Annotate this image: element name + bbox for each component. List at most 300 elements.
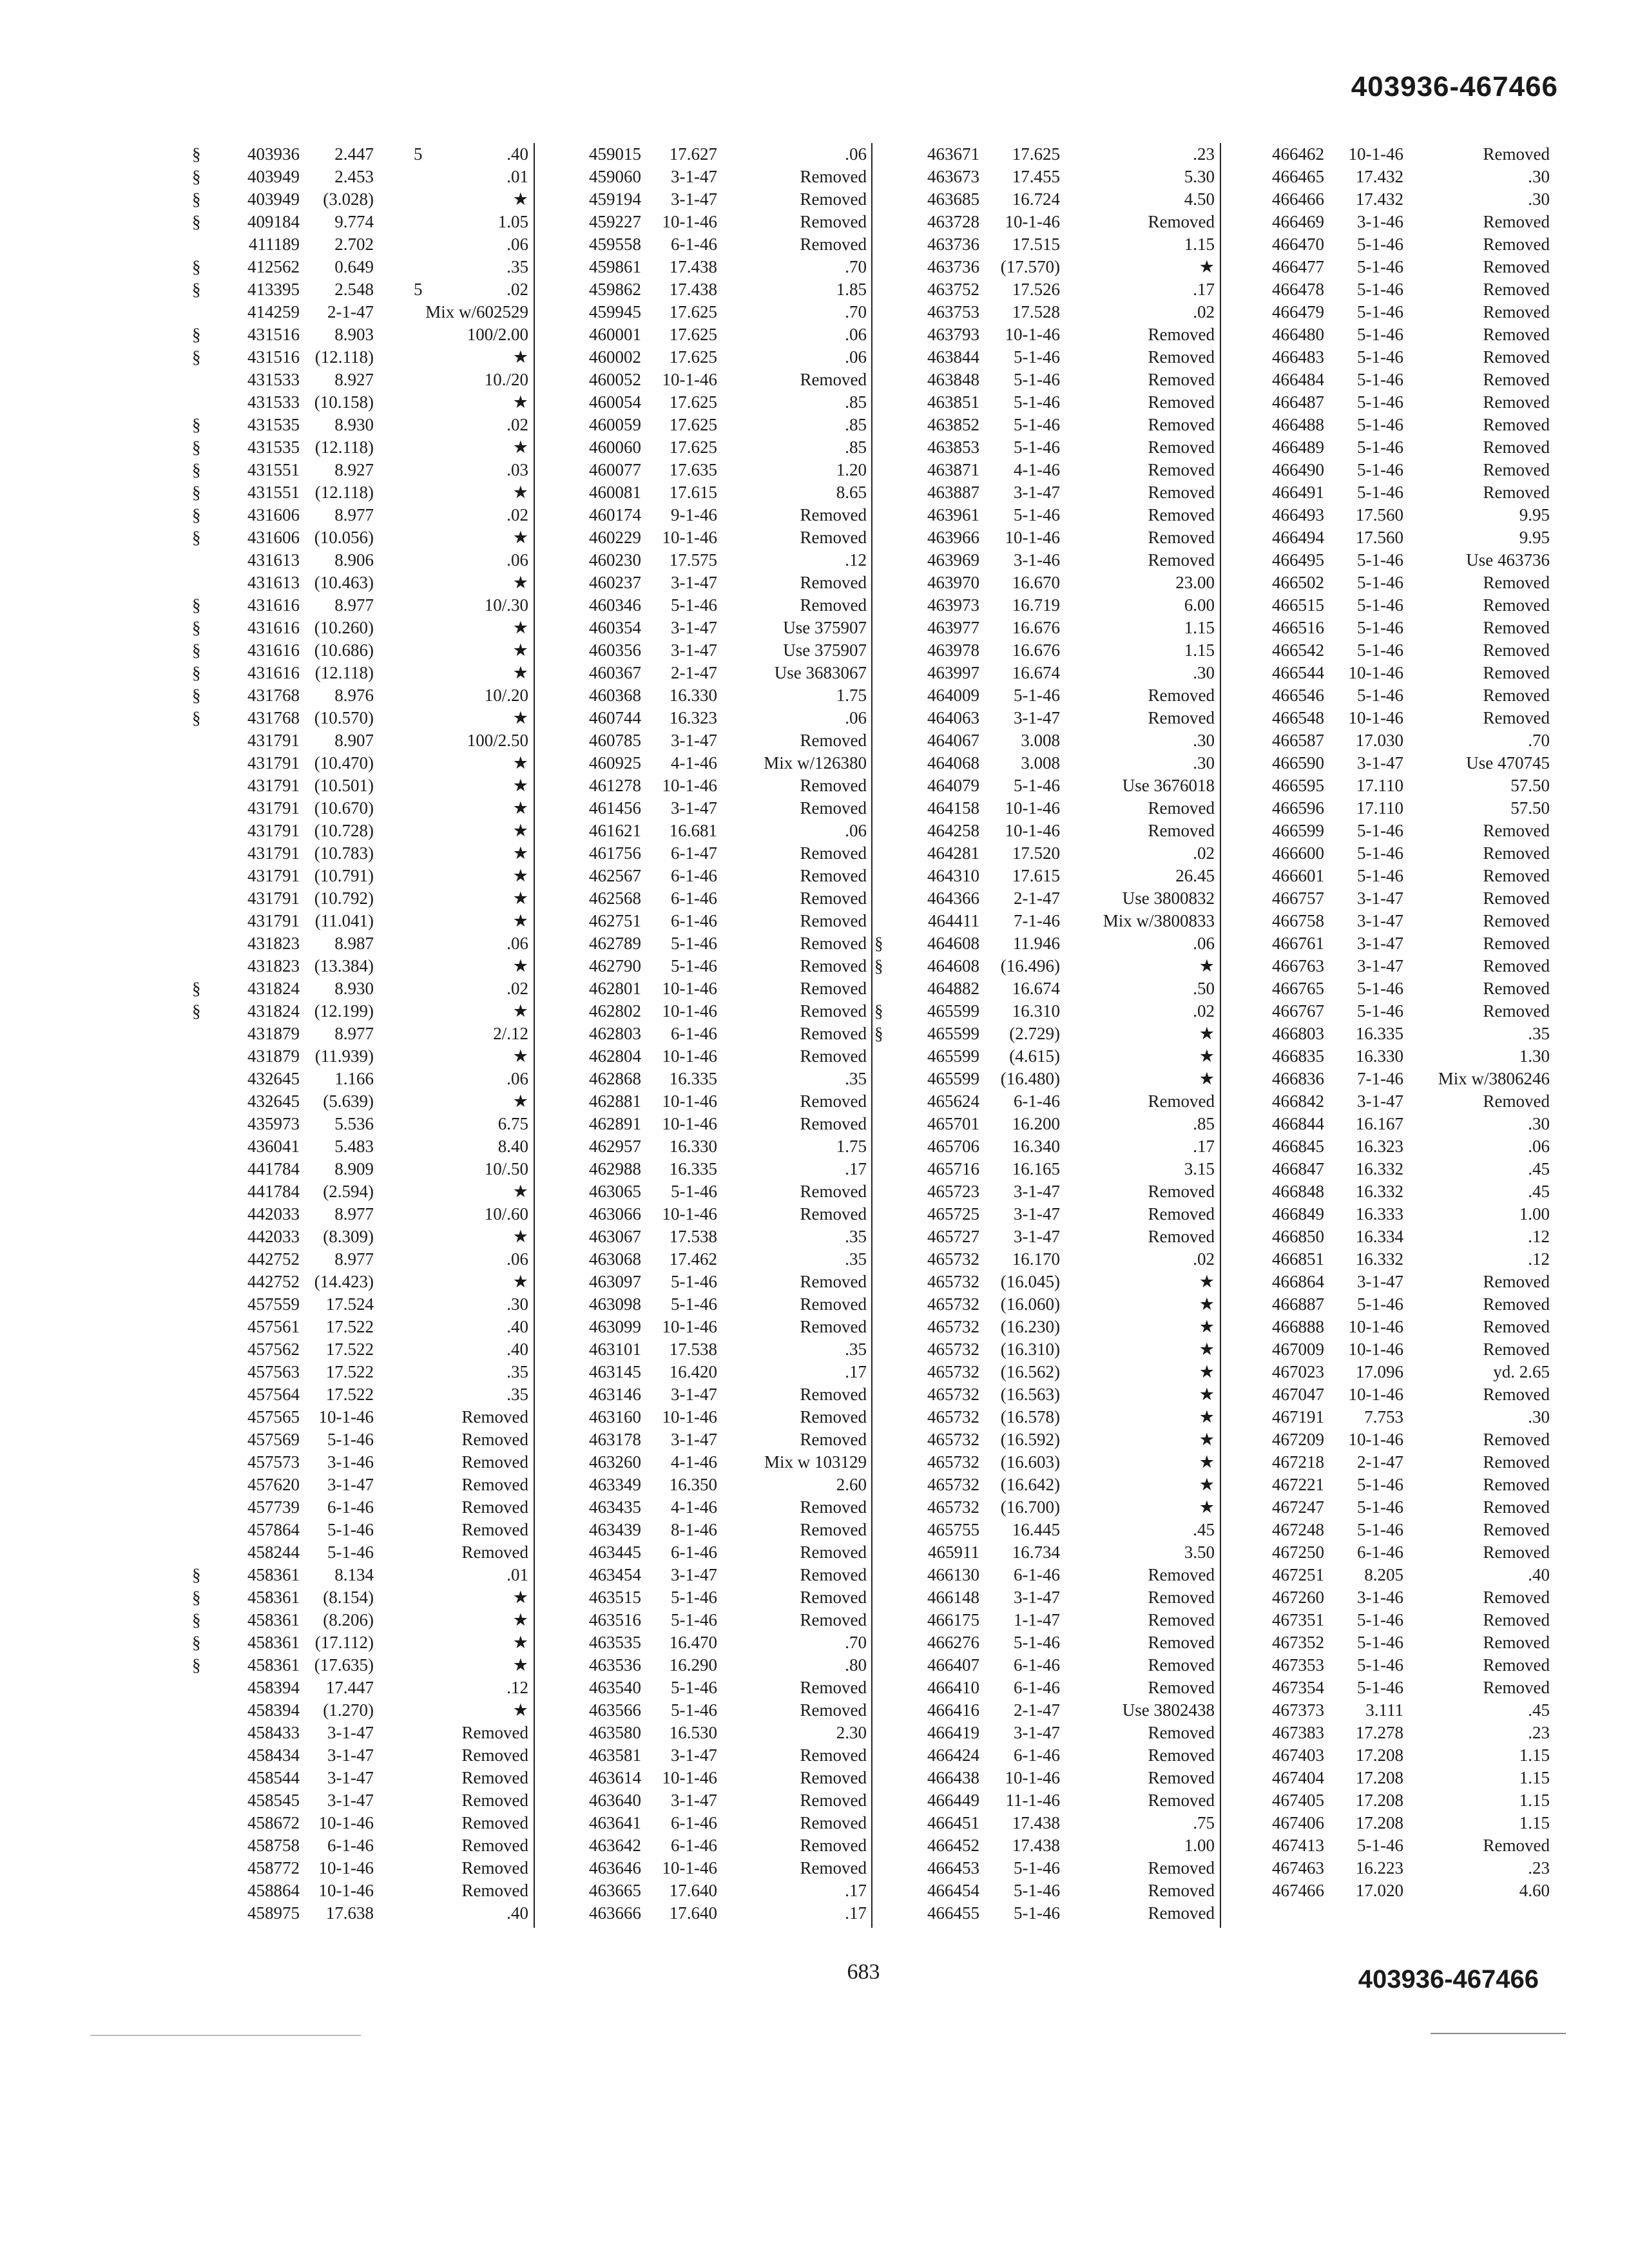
effective-date: 16.676 xyxy=(1012,618,1060,637)
table-row xyxy=(1228,549,1550,572)
table-row xyxy=(880,1068,1215,1090)
table-row xyxy=(545,143,867,166)
table-row xyxy=(545,1090,867,1113)
price-value: ★ xyxy=(1199,956,1215,975)
part-number: 466847 xyxy=(1272,1159,1324,1178)
effective-date: 5-1-46 xyxy=(1357,821,1403,840)
table-row xyxy=(545,436,867,459)
effective-date: 5-1-46 xyxy=(1357,640,1403,660)
part-number: 465624 xyxy=(927,1091,979,1111)
price-value: Mix w/3806246 xyxy=(1438,1069,1550,1088)
effective-date: 16.310 xyxy=(1012,1001,1060,1021)
effective-date: 5-1-46 xyxy=(1014,1903,1060,1923)
part-number: 466516 xyxy=(1272,618,1324,637)
effective-date: 8.906 xyxy=(334,550,374,570)
price-value: .06 xyxy=(506,934,528,953)
table-row xyxy=(187,1541,528,1564)
table-row xyxy=(1228,774,1550,797)
table-row xyxy=(880,1113,1215,1135)
table-row xyxy=(545,1879,867,1902)
table-row xyxy=(1228,233,1550,256)
price-value: Removed xyxy=(800,979,867,998)
effective-date: (12.118) xyxy=(314,347,374,367)
effective-date: 6-1-46 xyxy=(671,1813,717,1832)
price-value: .45 xyxy=(1528,1159,1550,1178)
effective-date: 5-1-46 xyxy=(1014,415,1060,434)
price-value: Removed xyxy=(1148,686,1215,705)
price-value: Removed xyxy=(800,573,867,592)
price-value: ★ xyxy=(1199,1475,1215,1494)
table-row xyxy=(545,1631,867,1654)
effective-date: 17.625 xyxy=(669,302,717,322)
part-number: 462802 xyxy=(589,1001,641,1021)
effective-date: 17.110 xyxy=(1356,798,1403,818)
table-row xyxy=(545,166,867,188)
table-row xyxy=(880,143,1215,166)
table-row xyxy=(545,1789,867,1812)
table-row xyxy=(545,1338,867,1361)
table-row xyxy=(187,1902,528,1925)
effective-date: 8-1-46 xyxy=(671,1520,717,1539)
table-row xyxy=(1228,955,1550,977)
section-mark: § xyxy=(192,144,201,164)
section-mark: § xyxy=(192,640,201,660)
effective-date: 10-1-46 xyxy=(662,1091,717,1111)
price-value: .06 xyxy=(845,325,867,344)
table-row xyxy=(545,820,867,842)
effective-date: (5.639) xyxy=(323,1091,374,1111)
price-value: Removed xyxy=(1148,483,1215,502)
effective-date: 16.332 xyxy=(1355,1182,1403,1201)
price-value: Removed xyxy=(1148,1903,1215,1923)
effective-date: 5-1-46 xyxy=(1357,979,1403,998)
table-row xyxy=(187,256,528,278)
table-row xyxy=(1228,1158,1550,1180)
part-number: 466479 xyxy=(1272,302,1324,322)
effective-date: 5-1-46 xyxy=(671,1272,717,1291)
price-value: Removed xyxy=(1483,618,1550,637)
price-value: Removed xyxy=(800,1610,867,1629)
price-value: Removed xyxy=(1483,889,1550,908)
table-row xyxy=(1228,797,1550,820)
effective-date: 10-1-46 xyxy=(1348,1340,1403,1359)
section-mark: § xyxy=(192,505,201,524)
price-value: Removed xyxy=(461,1520,528,1539)
table-row xyxy=(880,977,1215,1000)
part-number: 467218 xyxy=(1272,1452,1324,1472)
effective-date: 3-1-46 xyxy=(1357,212,1403,231)
section-mark: § xyxy=(192,708,201,727)
effective-date: 17.615 xyxy=(1012,866,1060,885)
part-number: 466416 xyxy=(927,1700,979,1720)
price-value: Mix w/602529 xyxy=(425,302,528,322)
part-number: 431879 xyxy=(247,1046,300,1066)
part-number: 462957 xyxy=(589,1137,641,1156)
price-value: ★ xyxy=(1199,1430,1215,1449)
table-row xyxy=(1228,414,1550,436)
part-number: 436041 xyxy=(247,1137,300,1156)
price-value: Removed xyxy=(1483,370,1550,389)
price-value: .70 xyxy=(845,302,867,322)
table-row xyxy=(1228,617,1550,639)
effective-date: 16.290 xyxy=(669,1655,717,1675)
part-number: 458544 xyxy=(247,1768,300,1787)
price-value: 26.45 xyxy=(1175,866,1215,885)
price-value: .02 xyxy=(506,979,528,998)
price-value: Mix w/126380 xyxy=(764,753,867,773)
part-number: 466845 xyxy=(1272,1137,1324,1156)
part-number: 460356 xyxy=(589,640,641,660)
table-row xyxy=(545,1541,867,1564)
part-number: 431606 xyxy=(247,505,300,524)
table-row xyxy=(880,1135,1215,1158)
effective-date: (16.496) xyxy=(1000,956,1060,975)
price-value: Removed xyxy=(800,1678,867,1697)
part-number: 466488 xyxy=(1272,415,1324,434)
table-row xyxy=(880,1203,1215,1225)
effective-date: 10-1-46 xyxy=(1005,1768,1060,1787)
table-row xyxy=(880,1406,1215,1428)
effective-date: (12.118) xyxy=(314,437,374,457)
price-value: Removed xyxy=(1483,144,1550,164)
price-value: Removed xyxy=(1148,347,1215,367)
effective-date: 3-1-47 xyxy=(327,1768,374,1787)
part-number: 466455 xyxy=(927,1903,979,1923)
effective-date: 16.350 xyxy=(669,1475,717,1494)
part-number: 466175 xyxy=(927,1610,979,1629)
price-value: 10/.60 xyxy=(484,1204,528,1224)
part-number: 457864 xyxy=(247,1520,300,1539)
table-row xyxy=(880,1474,1215,1496)
part-number: 466483 xyxy=(1272,347,1324,367)
table-row xyxy=(880,1699,1215,1722)
table-row xyxy=(1228,1879,1550,1902)
price-value: Removed xyxy=(1483,1340,1550,1359)
table-row xyxy=(1228,1631,1550,1654)
part-number: 466842 xyxy=(1272,1091,1324,1111)
effective-date: 8.903 xyxy=(334,325,374,344)
price-value: Removed xyxy=(1148,370,1215,389)
part-number: 463614 xyxy=(589,1768,641,1787)
table-row xyxy=(545,188,867,211)
table-row xyxy=(187,1496,528,1519)
effective-date: 6-1-46 xyxy=(671,235,717,254)
table-row xyxy=(545,1564,867,1586)
price-value: ★ xyxy=(512,1091,528,1111)
table-row xyxy=(187,1428,528,1451)
part-number: 466469 xyxy=(1272,212,1324,231)
price-value: .02 xyxy=(1193,302,1215,322)
table-row xyxy=(187,1519,528,1541)
effective-date: 16.470 xyxy=(669,1633,717,1652)
effective-date: (16.642) xyxy=(1000,1475,1060,1494)
table-row xyxy=(187,707,528,729)
price-value: Removed xyxy=(1483,934,1550,953)
quantity-flag: 5 xyxy=(414,144,423,164)
price-value: 1.15 xyxy=(1519,1813,1550,1832)
part-number: 458394 xyxy=(247,1700,300,1720)
part-number: 463848 xyxy=(927,370,979,389)
table-row xyxy=(1228,1586,1550,1609)
table-row xyxy=(545,662,867,684)
price-value: 1.15 xyxy=(1519,1745,1550,1765)
table-row xyxy=(187,166,528,188)
price-value: Use 375907 xyxy=(783,618,867,637)
part-number: 460060 xyxy=(589,437,641,457)
effective-date: 17.528 xyxy=(1012,302,1060,322)
price-value: ★ xyxy=(1199,1340,1215,1359)
part-number: 463640 xyxy=(589,1791,641,1810)
footer-rule xyxy=(90,2035,361,2036)
price-value: Removed xyxy=(1148,1768,1215,1787)
price-value: Removed xyxy=(1483,415,1550,434)
part-number: 463146 xyxy=(589,1385,641,1404)
price-value: 2/.12 xyxy=(493,1024,528,1043)
part-number: 463871 xyxy=(927,460,979,479)
effective-date: 17.208 xyxy=(1355,1745,1403,1765)
part-number: 457559 xyxy=(247,1294,300,1314)
part-number: 464063 xyxy=(927,708,979,727)
price-value: .01 xyxy=(506,167,528,186)
effective-date: 3-1-47 xyxy=(1014,708,1060,727)
effective-date: 3-1-47 xyxy=(1014,483,1060,502)
part-number: 465716 xyxy=(927,1159,979,1178)
table-row xyxy=(187,1609,528,1631)
table-row xyxy=(1228,188,1550,211)
effective-date: 3-1-47 xyxy=(327,1745,374,1765)
table-row xyxy=(545,1767,867,1789)
effective-date: 6-1-47 xyxy=(671,843,717,863)
effective-date: 17.524 xyxy=(325,1294,374,1314)
effective-date: (10.158) xyxy=(314,392,374,412)
table-row xyxy=(880,1090,1215,1113)
part-number: 465599 xyxy=(927,1069,979,1088)
price-value: .17 xyxy=(845,1159,867,1178)
price-value: Removed xyxy=(461,1813,528,1832)
price-value: .06 xyxy=(845,144,867,164)
price-value: Removed xyxy=(800,911,867,930)
price-value: Removed xyxy=(461,1745,528,1765)
part-number: 463439 xyxy=(589,1520,641,1539)
price-value: 5.30 xyxy=(1184,167,1215,186)
effective-date: 5-1-46 xyxy=(1357,618,1403,637)
price-column-2 xyxy=(545,143,867,1925)
table-row xyxy=(1228,346,1550,369)
effective-date: 5-1-46 xyxy=(1357,1678,1403,1697)
part-number: 431606 xyxy=(247,528,300,547)
table-row xyxy=(1228,143,1550,166)
table-row xyxy=(187,1767,528,1789)
effective-date: 16.333 xyxy=(1355,1204,1403,1224)
table-row xyxy=(187,1834,528,1857)
part-number: 465755 xyxy=(927,1520,979,1539)
part-number: 409184 xyxy=(247,212,300,231)
table-row xyxy=(1228,1857,1550,1879)
price-value: ★ xyxy=(1199,257,1215,276)
price-value: Removed xyxy=(461,1858,528,1878)
price-value: ★ xyxy=(1199,1362,1215,1381)
table-row xyxy=(874,1023,1215,1045)
effective-date: 4-1-46 xyxy=(1014,460,1060,479)
price-value: .02 xyxy=(1193,1001,1215,1021)
part-number: 466410 xyxy=(927,1678,979,1697)
table-row xyxy=(880,1225,1215,1248)
effective-date: 17.625 xyxy=(669,347,717,367)
price-value: .40 xyxy=(506,1340,528,1359)
price-value: Removed xyxy=(1148,528,1215,547)
table-row xyxy=(545,256,867,278)
table-row xyxy=(187,526,528,549)
effective-date: 16.330 xyxy=(669,686,717,705)
price-value: Removed xyxy=(1148,1204,1215,1224)
part-number: 460174 xyxy=(589,505,641,524)
price-value: .45 xyxy=(1528,1182,1550,1201)
effective-date: 8.907 xyxy=(334,731,374,750)
price-value: .12 xyxy=(506,1678,528,1697)
part-number: 458361 xyxy=(247,1565,300,1584)
price-value: .30 xyxy=(1528,1114,1550,1133)
price-value: .02 xyxy=(506,505,528,524)
effective-date: 10-1-46 xyxy=(662,1407,717,1427)
part-number: 431551 xyxy=(247,460,300,479)
part-number: 466765 xyxy=(1272,979,1324,998)
effective-date: (3.028) xyxy=(323,189,374,209)
part-number: 431791 xyxy=(247,776,300,795)
part-number: 462801 xyxy=(589,979,641,998)
price-value: ★ xyxy=(1199,1046,1215,1066)
part-number: 464608 xyxy=(927,934,979,953)
part-number: 466587 xyxy=(1272,731,1324,750)
effective-date: 5-1-46 xyxy=(671,1182,717,1201)
table-row xyxy=(545,1699,867,1722)
effective-date: (10.570) xyxy=(314,708,374,727)
part-number: 459945 xyxy=(589,302,641,322)
effective-date: 5-1-46 xyxy=(671,1678,717,1697)
effective-date: 5-1-46 xyxy=(1357,1610,1403,1629)
effective-date: (10.686) xyxy=(314,640,374,660)
section-mark: § xyxy=(192,528,201,547)
effective-date: 3-1-46 xyxy=(1357,1588,1403,1607)
table-row xyxy=(1228,572,1550,594)
table-row xyxy=(880,752,1215,774)
part-number: 435973 xyxy=(247,1114,300,1133)
effective-date: 16.167 xyxy=(1355,1114,1403,1133)
part-number: 465732 xyxy=(927,1407,979,1427)
table-row xyxy=(880,1857,1215,1879)
table-row xyxy=(880,459,1215,481)
price-value: yd. 2.65 xyxy=(1493,1362,1550,1381)
price-value: Use 470745 xyxy=(1466,753,1550,773)
effective-date: 3-1-47 xyxy=(1014,1723,1060,1742)
effective-date: 10-1-46 xyxy=(1348,708,1403,727)
table-row xyxy=(187,1474,528,1496)
part-number: 431535 xyxy=(247,415,300,434)
part-number: 463978 xyxy=(927,640,979,660)
part-number: 457561 xyxy=(247,1317,300,1336)
table-row xyxy=(545,549,867,572)
part-number: 463685 xyxy=(927,189,979,209)
part-number: 441784 xyxy=(247,1182,300,1201)
table-row xyxy=(187,549,528,572)
part-number: 466484 xyxy=(1272,370,1324,389)
table-row xyxy=(1228,1564,1550,1586)
table-row xyxy=(880,1428,1215,1451)
part-number: 463646 xyxy=(589,1858,641,1878)
part-number: 459194 xyxy=(589,189,641,209)
effective-date: 5-1-46 xyxy=(1357,550,1403,570)
effective-date: 17.515 xyxy=(1012,235,1060,254)
price-value: Removed xyxy=(1148,1881,1215,1900)
effective-date: 10-1-46 xyxy=(1348,144,1403,164)
part-number: 460785 xyxy=(589,731,641,750)
part-number: 467383 xyxy=(1272,1723,1324,1742)
effective-date: 6-1-46 xyxy=(671,866,717,885)
price-value: Removed xyxy=(1483,866,1550,885)
table-row xyxy=(187,346,528,369)
section-mark: § xyxy=(192,437,201,457)
table-row xyxy=(187,662,528,684)
table-row xyxy=(187,414,528,436)
effective-date: 17.455 xyxy=(1012,167,1060,186)
effective-date: 10-1-46 xyxy=(662,1114,717,1133)
price-value: ★ xyxy=(512,911,528,930)
table-row xyxy=(187,459,528,481)
price-value: 57.50 xyxy=(1510,776,1550,795)
part-number: 441784 xyxy=(247,1159,300,1178)
effective-date: (11.939) xyxy=(314,1046,374,1066)
effective-date: 17.438 xyxy=(669,257,717,276)
table-row xyxy=(1228,842,1550,865)
part-number: 463728 xyxy=(927,212,979,231)
table-row xyxy=(187,1383,528,1406)
part-number: 465732 xyxy=(927,1249,979,1269)
price-value: .03 xyxy=(506,460,528,479)
section-mark: § xyxy=(192,257,201,276)
effective-date: 16.734 xyxy=(1012,1542,1060,1562)
price-value: Removed xyxy=(1483,1091,1550,1111)
effective-date: 8.976 xyxy=(334,686,374,705)
table-row xyxy=(545,1406,867,1428)
price-value: .02 xyxy=(506,415,528,434)
price-value: .30 xyxy=(1193,731,1215,750)
effective-date: 6-1-46 xyxy=(327,1497,374,1517)
price-value: Use 3800832 xyxy=(1122,889,1215,908)
effective-date: (10.501) xyxy=(314,776,374,795)
effective-date: (14.423) xyxy=(314,1272,374,1291)
part-number: 462891 xyxy=(589,1114,641,1133)
table-row xyxy=(880,707,1215,729)
price-value: Removed xyxy=(1483,1294,1550,1314)
table-row xyxy=(187,1744,528,1767)
section-mark: § xyxy=(192,1001,201,1021)
effective-date: 10-1-46 xyxy=(1005,821,1060,840)
table-row xyxy=(187,1135,528,1158)
part-number: 457565 xyxy=(247,1407,300,1427)
table-row xyxy=(187,572,528,594)
price-value: .40 xyxy=(506,1317,528,1336)
effective-date: 16.681 xyxy=(669,821,717,840)
part-number: 457739 xyxy=(247,1497,300,1517)
price-value: Use 463736 xyxy=(1466,550,1550,570)
part-number: 461756 xyxy=(589,843,641,863)
part-number: 462568 xyxy=(589,889,641,908)
price-value: Mix w 103129 xyxy=(764,1452,867,1472)
table-row xyxy=(545,323,867,346)
table-row xyxy=(880,1834,1215,1857)
part-number: 431533 xyxy=(247,392,300,412)
part-number: 461456 xyxy=(589,798,641,818)
table-row xyxy=(1228,865,1550,887)
